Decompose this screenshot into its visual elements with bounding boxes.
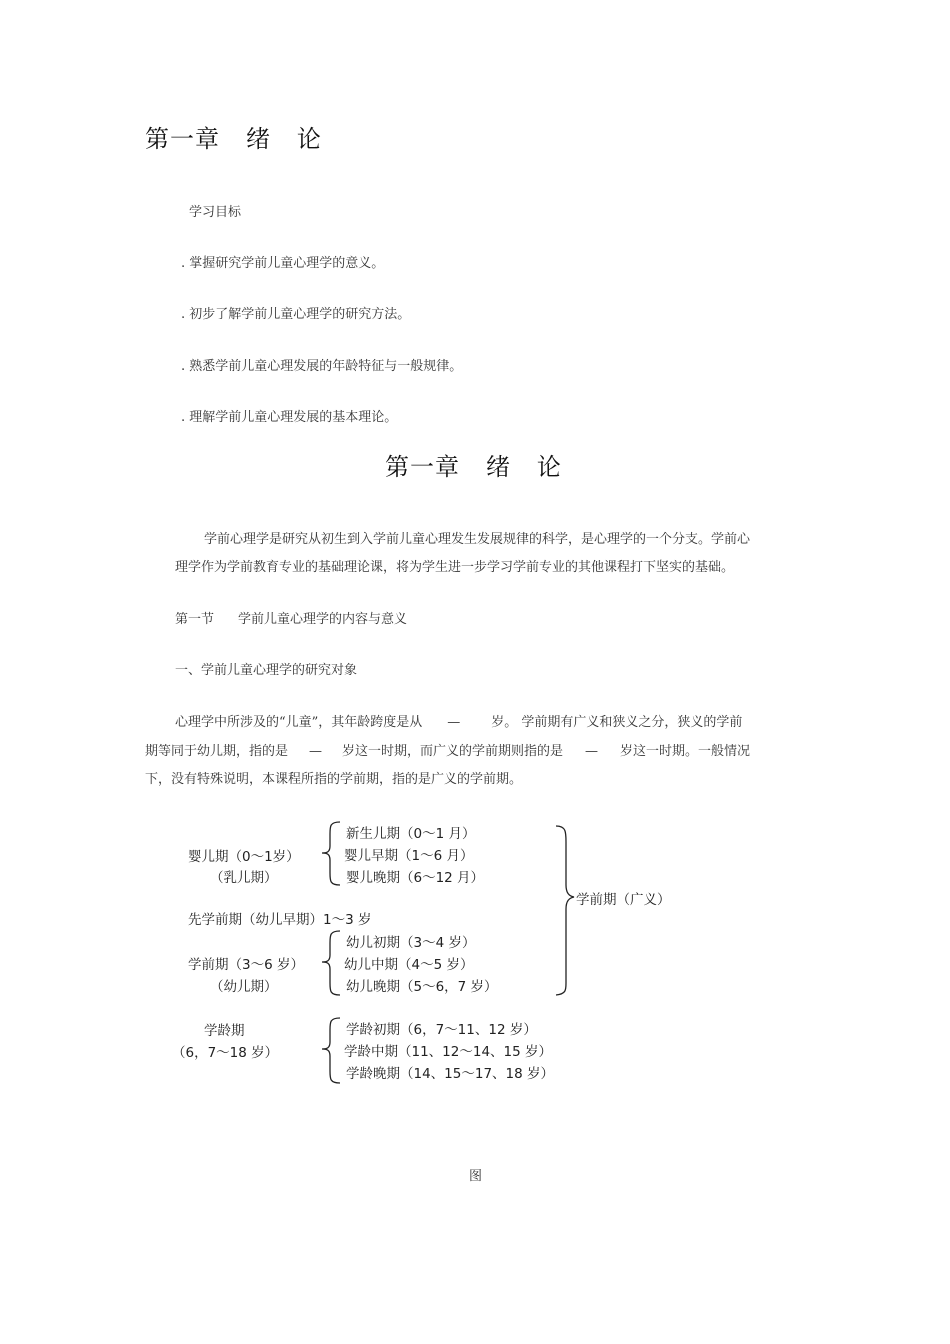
top-chapter-number: 第一章 (145, 125, 220, 153)
preschool-sub-item: 幼儿初期（3～4 岁） (346, 935, 476, 951)
section-heading (175, 608, 407, 627)
paragraph-line-1 (175, 711, 742, 730)
infant-alt-label: （乳儿期） (210, 870, 278, 886)
school-label: 学龄期 (204, 1023, 245, 1039)
paragraph-text: 心理学中所涉及的“儿童”，其年龄跨度是从 (175, 715, 423, 730)
paragraph-line-2 (145, 740, 750, 759)
school-alt-label: （6，7～18 岁） (172, 1045, 279, 1061)
preschool-sub-item: 幼儿晚期（5～6，7 岁） (346, 979, 498, 995)
toddler-label: 先学前期（幼儿早期）1～3 岁 (188, 912, 372, 928)
brace-preschool (322, 931, 340, 995)
preschool-alt-label: （幼儿期） (210, 979, 278, 995)
school-sub-item: 学龄中期（11、12～14、15 岁） (344, 1044, 553, 1060)
infant-sub-item: 婴儿晚期（6～12 月） (346, 870, 485, 886)
objectives-title: 学习目标 (189, 205, 242, 220)
school-sub-item: 学龄初期（6，7～11、12 岁） (346, 1022, 537, 1038)
infant-label: 婴儿期（0～1岁） (188, 849, 300, 865)
chapter-heading-name: 绪 论 (486, 453, 562, 481)
objective-item: . 初步了解学前儿童心理学的研究方法。 (181, 307, 411, 322)
blank-dash: — (447, 715, 461, 730)
figure-caption: 图 (469, 1169, 483, 1184)
infant-sub-item: 婴儿早期（1～6 月） (344, 848, 474, 864)
preschool-sub-item: 幼儿中期（4～5 岁） (344, 957, 474, 973)
top-chapter-title (145, 119, 322, 154)
broad-preschool-label: 学前期（广义） (576, 892, 671, 908)
paragraph-text: 岁这一时期。一般情况 (620, 744, 751, 759)
section-title: 学前儿童心理学的内容与意义 (238, 612, 408, 627)
brace-broad (556, 826, 574, 995)
chapter-heading (385, 447, 562, 482)
objective-item: . 理解学前儿童心理发展的基本理论。 (181, 410, 398, 425)
paragraph-text: 岁这一时期，而广义的学前期则指的是 (342, 744, 564, 759)
blank-dash: — (585, 744, 599, 759)
top-chapter-name: 绪 论 (246, 125, 322, 153)
paragraph-line-3: 下，没有特殊说明，本课程所指的学前期，指的是广义的学前期。 (145, 772, 523, 787)
objective-item: . 熟悉学前儿童心理发展的年龄特征与一般规律。 (181, 359, 463, 374)
intro-line-1: 学前心理学是研究从初生到入学前儿童心理发生发展规律的科学，是心理学的一个分支。学前心 (204, 532, 751, 547)
preschool-label: 学前期（3～6 岁） (188, 957, 304, 973)
chapter-heading-number: 第一章 (385, 453, 460, 481)
brace-infant (322, 822, 340, 885)
intro-line-2: 理学作为学前教育专业的基础理论课，将为学生进一步学习学前专业的其他课程打下坚实的基础。 (175, 560, 735, 575)
brace-school (322, 1018, 340, 1083)
school-sub-item: 学龄晚期（14、15～17、18 岁） (346, 1066, 555, 1082)
blank-dash: — (309, 744, 323, 759)
paragraph-text: 期等同于幼儿期，指的是 (145, 744, 289, 759)
subheading: 一、学前儿童心理学的研究对象 (175, 663, 358, 678)
paragraph-text: 岁。 学前期有广义和狭义之分，狭义的学前 (491, 715, 743, 730)
section-number: 第一节 (175, 612, 215, 627)
infant-sub-item: 新生儿期（0～1 月） (346, 826, 476, 842)
objective-item: . 掌握研究学前儿童心理学的意义。 (181, 256, 385, 271)
